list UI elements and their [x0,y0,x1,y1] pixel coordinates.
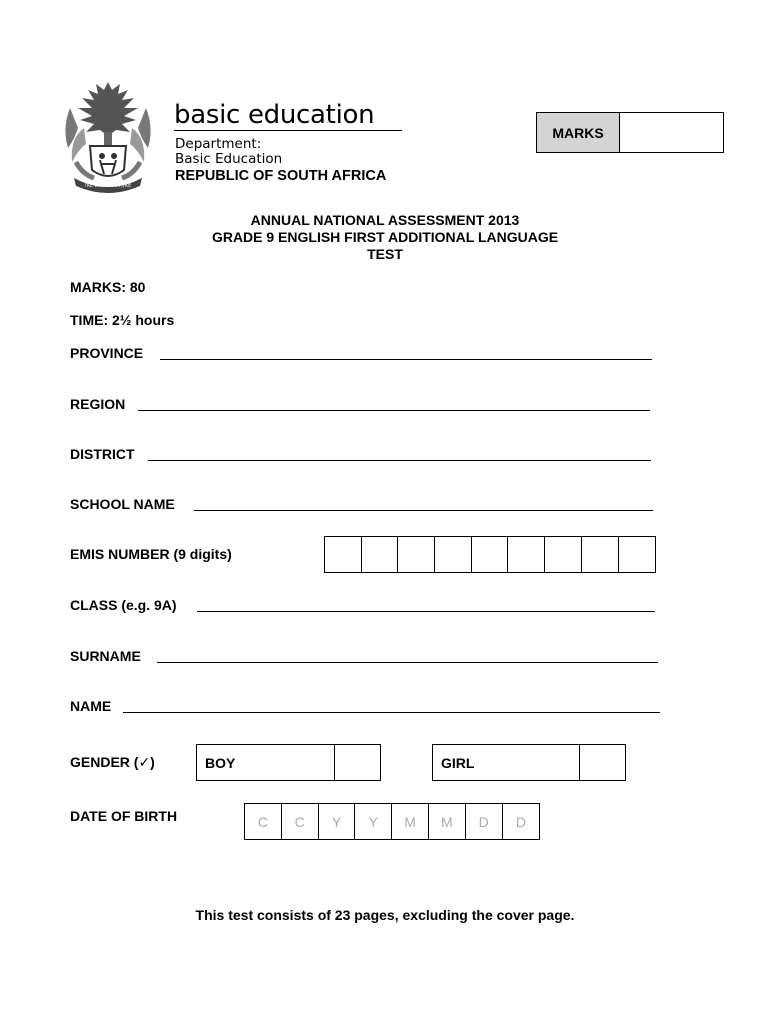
surname-label: SURNAME [70,648,141,664]
coat-of-arms-logo [60,78,156,196]
date-of-birth-digit-box[interactable]: C [282,804,319,839]
date-of-birth-digit-box[interactable]: Y [355,804,392,839]
brand-title: basic education [174,100,375,130]
province-label: PROVINCE [70,345,144,361]
test-title [0,212,770,263]
date-of-birth-boxes [244,803,540,840]
title-line-2: GRADE 9 ENGLISH FIRST ADDITIONAL LANGUAGE [211,229,559,245]
total-marks: MARKS: 80 [70,279,146,295]
emis-digit-box[interactable] [582,537,619,572]
gender-label: GENDER (✓) [70,754,155,770]
republic-label: REPUBLIC OF SOUTH AFRICA [175,168,387,184]
gender-boy-label: BOY [197,745,335,780]
emis-digit-box[interactable] [398,537,435,572]
district-field[interactable] [148,460,651,461]
gender-girl-option[interactable] [432,744,626,781]
emis-digit-box[interactable] [508,537,545,572]
province-field[interactable] [160,359,652,360]
class-label: CLASS (e.g. 9A) [70,597,177,613]
surname-field[interactable] [157,662,658,663]
date-of-birth-digit-box[interactable]: Y [319,804,356,839]
school-name-field[interactable] [194,510,653,511]
emis-digit-box[interactable] [435,537,472,572]
department-label: Department: [175,136,262,152]
district-label: DISTRICT [70,446,135,462]
date-of-birth-digit-box[interactable]: D [466,804,503,839]
emis-digit-box[interactable] [619,537,656,572]
marks-box-value[interactable] [620,113,723,152]
department-block [175,137,282,167]
emis-digit-box[interactable] [362,537,399,572]
time-allowed: TIME: 2½ hours [70,312,175,328]
date-of-birth-digit-box[interactable]: M [429,804,466,839]
emis-number-label: EMIS NUMBER (9 digits) [70,546,232,562]
department-name: Basic Education [175,151,283,167]
page-count-note: This test consists of 23 pages, excluding the cover page. [195,907,575,923]
gender-girl-checkbox[interactable] [580,745,625,780]
gender-boy-option[interactable] [196,744,381,781]
date-of-birth-label: DATE OF BIRTH [70,808,178,824]
region-label: REGION [70,396,126,412]
date-of-birth-digit-box[interactable]: C [245,804,282,839]
emis-digit-box[interactable] [472,537,509,572]
gender-girl-label: GIRL [433,745,580,780]
marks-box-label: MARKS [537,113,620,152]
date-of-birth-digit-box[interactable]: M [392,804,429,839]
region-field[interactable] [138,410,650,411]
title-line-3: TEST [367,246,403,262]
emis-number-boxes [324,536,656,573]
date-of-birth-digit-box[interactable]: D [515,813,527,830]
emis-digit-box[interactable] [325,537,362,572]
brand-rule [174,130,402,131]
crest-motto: !KE E: /XARRA //KE [84,183,132,189]
gender-boy-checkbox[interactable] [335,745,380,780]
name-field[interactable] [123,712,660,713]
marks-box [536,112,724,153]
title-line-1: ANNUAL NATIONAL ASSESSMENT 2013 [250,212,520,228]
school-name-label: SCHOOL NAME [70,496,175,512]
name-label: NAME [70,698,112,714]
emis-digit-box[interactable] [545,537,582,572]
class-field[interactable] [197,611,655,612]
